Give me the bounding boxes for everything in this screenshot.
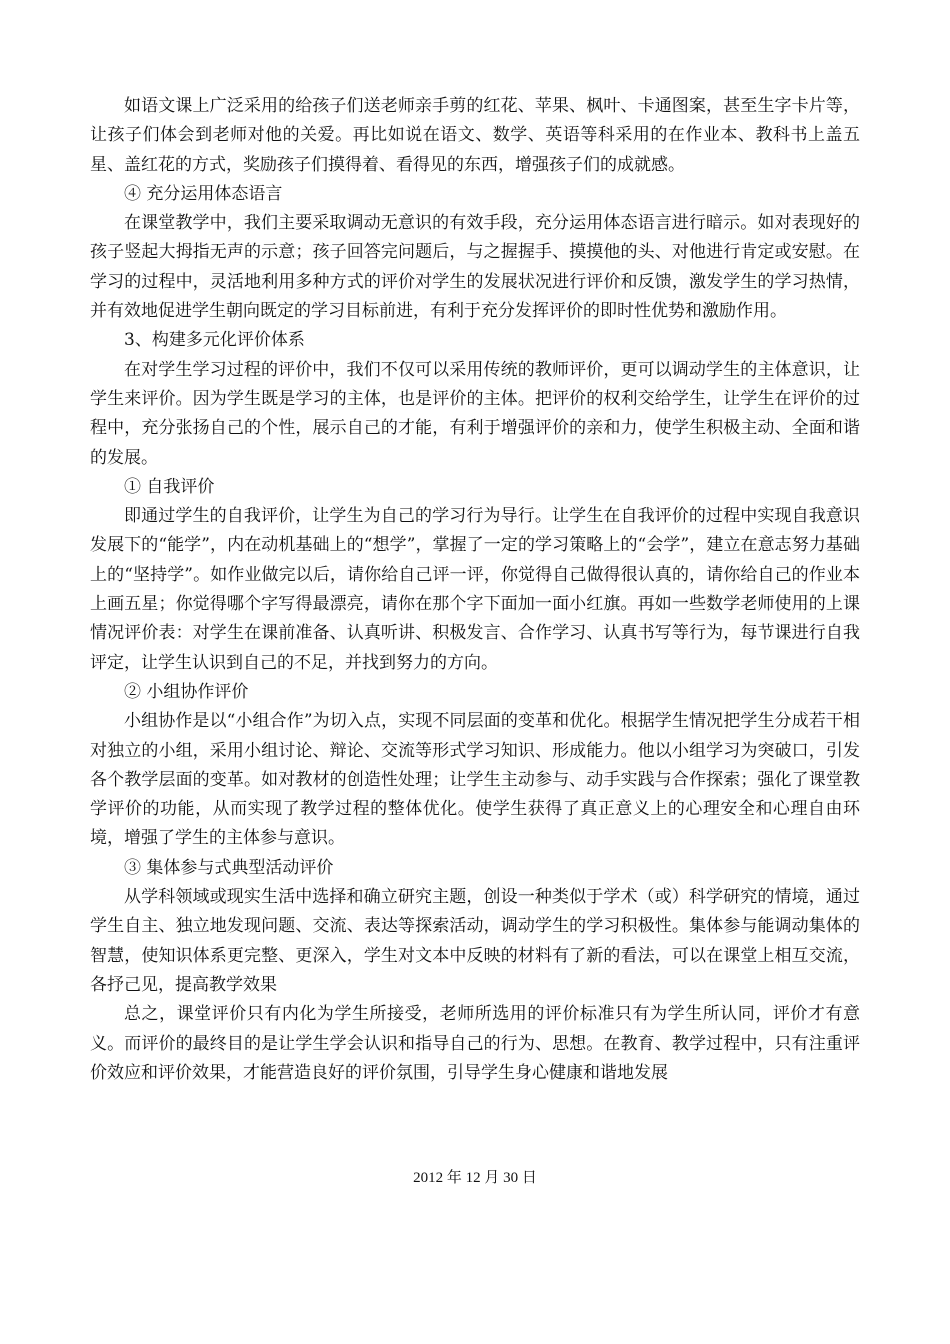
paragraph: 小组协作是以“小组合作”为切入点，实现不同层面的变革和优化。根据学生情况把学生分成若干相对独立的小组，采用小组讨论、辩论、交流等形式学习知识、形成能力。他以小组学习为突破口，引发各个教学层面的变革。如对教材的创造性处理；让学生主动参与、动手实践与合作探索；强化了课堂教学评价的功能，从而实现了教学过程的整体优化。使学生获得了真正意义上的心理安全和心理自由环境，增强了学生的主体参与意识。 [90,711,860,849]
conclusion-paragraph: 总之，课堂评价只有内化为学生所接受，老师所选用的评价标准只有为学生所认同，评价才有意义。而评价的最终目的是让学生学会认识和指导自己的行为、思想。在教育、教学过程中，只有注重评价效应和评价效果，才能营造良好的评价氛围，引导学生身心健康和谐地发展 [90,1004,860,1083]
paragraph: 即通过学生的自我评价，让学生为自己的学习行为导行。让学生在自我评价的过程中实现自我意识发展下的“能学”，内在动机基础上的“想学”，掌握了一定的学习策略上的“会学”，建立在意志努力基础上的“坚持学”。如作业做完以后，请你给自己评一评，你觉得自己做得很认真的，请你给自己的作业本上画五星；你觉得哪个字写得最漂亮，请你在那个字下面加一面小红旗。再如一些数学老师使用的上课情况评价表：对学生在课前准备、认真听讲、积极发言、合作学习、认真书写等行为，每节课进行自我评定，让学生认识到自己的不足，并找到努力的方向。 [90,506,860,673]
document-body [90,92,860,1088]
paragraph: 如语文课上广泛采用的给孩子们送老师亲手剪的红花、苹果、枫叶、卡通图案，甚至生字卡片等，让孩子们体会到老师对他的关爱。再比如说在语文、数学、英语等科采用的在作业本、教科书上盖五星、盖红花的方式，奖励孩子们摸得着、看得见的东西，增强孩子们的成就感。 [90,96,860,175]
section-heading: ② 小组协作评价 [124,681,249,702]
section-heading: ① 自我评价 [124,476,215,497]
section-heading: 3、构建多元化评价体系 [124,330,305,351]
section-heading: ④ 充分运用体态语言 [124,183,283,204]
section-heading: ③ 集体参与式典型活动评价 [124,857,334,878]
paragraph: 在对学生学习过程的评价中，我们不仅可以采用传统的教师评价，更可以调动学生的主体意识，让学生来评价。因为学生既是学习的主体，也是评价的主体。把评价的权利交给学生，让学生在评价的过程中，充分张扬自己的个性，展示自己的才能，有利于增强评价的亲和力，使学生积极主动、全面和谐的发展。 [90,359,860,468]
document-date: 2012 年 12 月 30 日 [413,1170,537,1186]
paragraph: 从学科领域或现实生活中选择和确立研究主题，创设一种类似于学术（或）科学研究的情境，通过学生自主、独立地发现问题、交流、表达等探索活动，调动学生的学习积极性。集体参与能调动集体的智慧，使知识体系更完整、更深入，学生对文本中反映的材料有了新的看法，可以在课堂上相互交流，各抒己见，提高教学效果 [90,887,860,995]
paragraph: 在课堂教学中，我们主要采取调动无意识的有效手段，充分运用体态语言进行暗示。如对表现好的孩子竖起大拇指无声的示意；孩子回答完问题后，与之握握手、摸摸他的头、对他进行肯定或安慰。在学习的过程中，灵活地利用多种方式的评价对学生的发展状况进行评价和反馈，激发学生的学习热情，并有效地促进学生朝向既定的学习目标前进，有利于充分发挥评价的即时性优势和激励作用。 [90,213,860,322]
